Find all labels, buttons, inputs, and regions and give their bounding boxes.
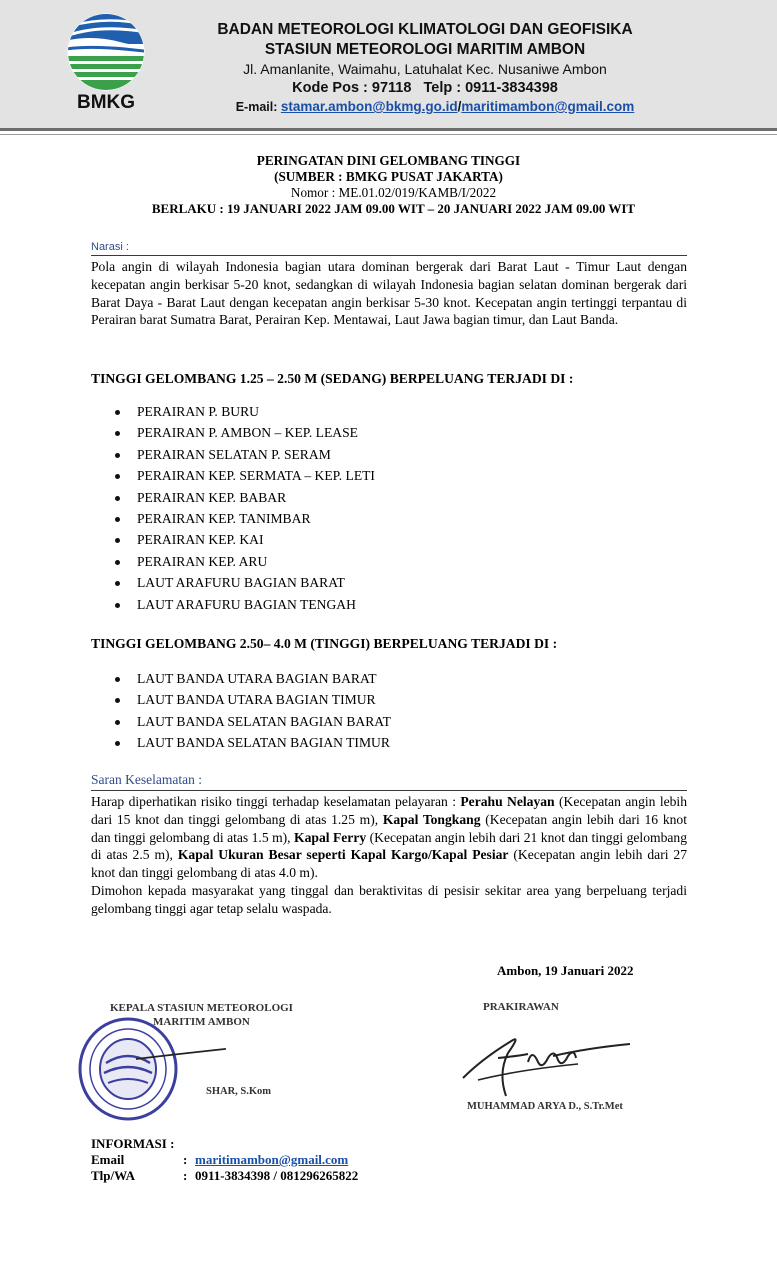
saran-appeal: Dimohon kepada masyarakat yang tinggal dan beraktivitas di pesisir sekitar area yang berpeluang terjadi gelombang tinggi agar tetap selalu waspada. [91,882,687,916]
narasi-text: Pola angin di wilayah Indonesia bagian utara dominan bergerak dari Barat Laut - Timur Laut dengan kecepatan angin berkisar 5-20 knot, sedangkan di wilayah Indonesia bagian selatan dominan bergerak dari Barat Daya - Barat Laut dengan kecepatan angin berkisar 5-30 knot. Kecepatan angin tertinggi terpantau di Perairan barat Sumatra Barat, Perairan Kep. Mentawai, Laut Jawa bagian timur, dan Laut Banda. [91,259,687,328]
saran-text-part: (Kecepatan angin lebih dari 27 knot dan tinggi gelombang di atas 4.0 m). [91,847,687,881]
email-line [195,98,675,116]
bmkg-emblem-icon [60,12,152,92]
official-stamp-icon [76,1013,226,1125]
validity-period: BERLAKU : 19 JANUARI 2022 JAM 09.00 WIT – 20 JANUARI 2022 JAM 09.00 WIT [151,201,636,216]
area-item: PERAIRAN KEP. ARU [91,551,687,572]
saran-text-part: Harap diperhatikan risiko tinggi terhadap keselamatan pelayaran : [91,794,461,809]
head-title-line2: MARITIM AMBON [153,1016,250,1028]
saran-text-part: (Kecepatan angin lebih dari 21 knot dan tinggi gelombang di atas 2.5 m), [91,829,688,863]
contact-email-row [91,1152,358,1168]
area-item: LAUT BANDA SELATAN BAGIAN BARAT [91,711,687,732]
letterhead [0,0,777,131]
colon: : [183,1152,188,1167]
contact-phone-label: Tlp/WA [91,1168,136,1183]
wave-high-area-list [91,668,687,754]
signing-date: Ambon, 19 Januari 2022 [497,963,634,978]
station-name: STASIUN METEOROLOGI MARITIM AMBON [264,41,586,58]
forecaster-title: PRAKIRAWAN [483,1001,559,1013]
contact-phone-value: 0911-3834398 / 081296265822 [195,1168,359,1183]
bmkg-logo [60,12,152,120]
saran-text-part: (Kecepatan angin lebih dari 16 knot dan tinggi gelombang di atas 1.5 m), [91,811,687,845]
document-title: PERINGATAN DINI GELOMBANG TINGGI [256,153,521,168]
letterhead-divider [0,134,777,135]
wave-high-list-wrap [91,668,687,754]
area-item: PERAIRAN KEP. TANIMBAR [91,508,687,529]
saran-text [91,793,687,882]
contact-phone-row [91,1168,358,1184]
area-item: LAUT BANDA UTARA BAGIAN BARAT [91,668,687,689]
document-title-block [0,153,777,217]
wave-high-title: TINGGI GELOMBANG 2.50– 4.0 M (TINGGI) BERPELUANG TERJADI DI : [91,636,558,651]
area-item: PERAIRAN P. BURU [91,401,687,422]
area-item: PERAIRAN P. AMBON – KEP. LEASE [91,422,687,443]
document-source: (SUMBER : BMKG PUSAT JAKARTA) [274,169,503,184]
email-separator: / [457,99,462,114]
email-label: E-mail: [235,100,278,114]
email-link-primary[interactable]: stamar.ambon@bkmg.go.id [280,99,458,114]
phone-number: Telp : 0911-3834398 [423,80,558,96]
wave-moderate-list-wrap [91,401,687,615]
area-item: PERAIRAN KEP. KAI [91,529,687,550]
area-item: PERAIRAN KEP. SERMATA – KEP. LETI [91,465,687,486]
forecaster-signature-icon [458,1018,638,1098]
vessel-type: Kapal Ukuran Besar seperti Kapal Kargo/Kapal Pesiar [177,847,509,863]
letterhead-text [175,20,675,116]
wave-moderate-section [91,371,687,387]
contact-email-link[interactable]: maritimambon@gmail.com [195,1152,349,1167]
wave-high-section [91,636,687,652]
area-item: LAUT BANDA UTARA BAGIAN TIMUR [91,689,687,710]
document-number: Nomor : ME.01.02/019/KAMB/I/2022 [290,185,497,200]
contact-email-label: Email [91,1152,125,1167]
area-item: LAUT ARAFURU BAGIAN BARAT [91,572,687,593]
logo-text: BMKG [76,92,136,113]
forecaster-name: MUHAMMAD ARYA D., S.Tr.Met [467,1101,623,1112]
area-item: LAUT BANDA SELATAN BAGIAN TIMUR [91,732,687,753]
area-item: LAUT ARAFURU BAGIAN TENGAH [91,594,687,615]
email-link-secondary[interactable]: maritimambon@gmail.com [461,99,635,114]
area-item: PERAIRAN SELATAN P. SERAM [91,444,687,465]
head-of-station-block [110,1001,293,1029]
contact-heading: INFORMASI : [91,1136,175,1151]
area-item: PERAIRAN KEP. BABAR [91,487,687,508]
vessel-type: Perahu Nelayan [460,794,555,809]
head-title-line1: KEPALA STASIUN METEOROLOGI [110,1002,293,1014]
wave-moderate-title: TINGGI GELOMBANG 1.25 – 2.50 M (SEDANG) BERPELUANG TERJADI DI : [91,371,574,386]
narasi-section [91,241,687,329]
postal-phone-line [175,79,675,98]
head-of-station-name: SHAR, S.Kom [206,1086,272,1097]
saran-text-part: (Kecepatan angin lebih dari 15 knot dan tinggi gelombang di atas 1.25 m), [91,794,687,827]
saran-heading: Saran Keselamatan : [91,772,687,791]
colon: : [183,1168,188,1183]
narasi-heading: Narasi : [91,241,687,256]
station-address: Jl. Amanlanite, Waimahu, Latuhalat Kec. Nusaniwe Ambon [243,61,607,77]
vessel-type: Kapal Ferry [294,829,367,845]
postal-code: Kode Pos : 97118 [292,80,412,96]
saran-section [91,772,687,918]
organization-name: BADAN METEOROLOGI KLIMATOLOGI DAN GEOFISIKA [217,21,633,38]
wave-moderate-area-list [91,401,687,615]
contact-info [91,1136,358,1184]
vessel-type: Kapal Tongkang [382,811,481,827]
